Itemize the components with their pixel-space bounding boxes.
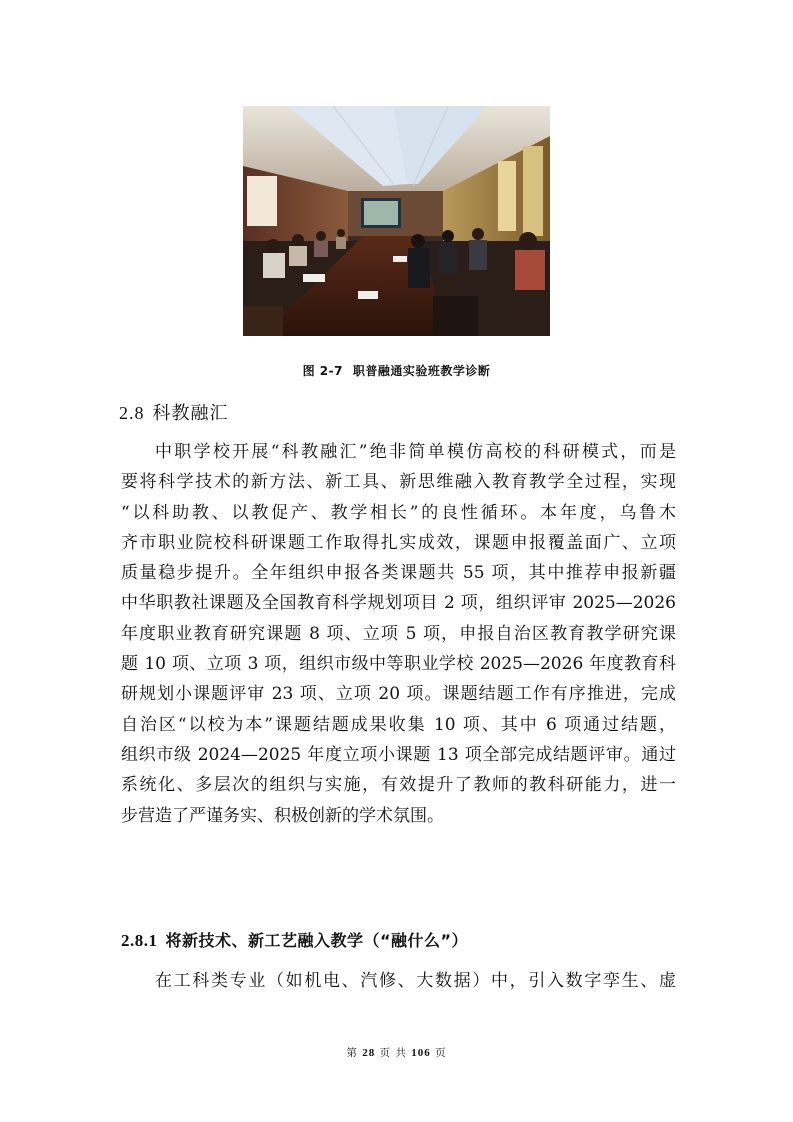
footer-page-number: 28 (362, 1047, 376, 1059)
figure-photo (243, 106, 550, 336)
section-heading (119, 399, 229, 425)
text-line: 在工科类专业（如机电、汽修、大数据）中，引入数字孪生、虚 (155, 971, 676, 991)
section-title: 科教融汇 (152, 403, 229, 424)
text-line: 系统化、多层次的组织与实施，有效提升了教师的教科研能力，进一 (121, 775, 676, 796)
text-line: 中职学校开展“科教融汇”绝非简单模仿高校的科研模式，而是 (155, 442, 676, 462)
footer-middle: 页 共 (379, 1047, 407, 1059)
text-line: 题 10 项、立项 3 项，组织市级中等职业学校 2025—2026 年度教育科 (121, 654, 676, 675)
text-line: 齐市职业院校科研课题工作取得扎实成效，课题申报覆盖面广、立项 (121, 532, 676, 553)
footer-prefix: 第 (346, 1047, 358, 1059)
footer-suffix: 页 (435, 1047, 447, 1059)
text-line: 要将科学技术的新方法、新工具、新思维融入教育教学全过程，实现 (121, 472, 676, 493)
figure-title: 职普融通实验班教学诊断 (352, 364, 491, 378)
text-line: 步营造了严谨务实、积极创新的学术氛围。 (121, 805, 444, 826)
text-line: 研规划小课题评审 23 项、立项 20 项。课题结题工作有序推进，完成 (121, 684, 676, 705)
text-line: 年度职业教育研究课题 8 项、立项 5 项，申报自治区教育教学研究课 (121, 623, 676, 644)
text-line: 自治区“以校为本”课题结题成果收集 10 项、其中 6 项通过结题， (121, 714, 676, 735)
subsection-heading (121, 928, 468, 951)
text-line: “以科助教、以教促产、教学相长”的良性循环。本年度，乌鲁木 (121, 502, 676, 523)
figure-label: 图 2-7 (302, 364, 343, 378)
figure-caption (0, 362, 793, 379)
text-line: 质量稳步提升。全年组织申报各类课题共 55 项，其中推荐申报新疆 (121, 563, 676, 584)
footer-total-pages: 106 (411, 1047, 431, 1059)
subsection-number: 2.8.1 (121, 931, 158, 950)
paragraph-2 (121, 966, 676, 996)
paragraph-1 (121, 437, 676, 831)
text-line: 组织市级 2024—2025 年度立项小课题 13 项全部完成结题评审。通过 (121, 744, 676, 765)
meeting-room-photo (243, 106, 550, 336)
section-number: 2.8 (119, 403, 145, 423)
subsection-title: 将新技术、新工艺融入教学（“融什么”） (165, 931, 469, 950)
text-line: 中华职教社课题及全国教育科学规划项目 2 项，组织评审 2025—2026 (121, 593, 676, 614)
page-footer (0, 1045, 793, 1060)
